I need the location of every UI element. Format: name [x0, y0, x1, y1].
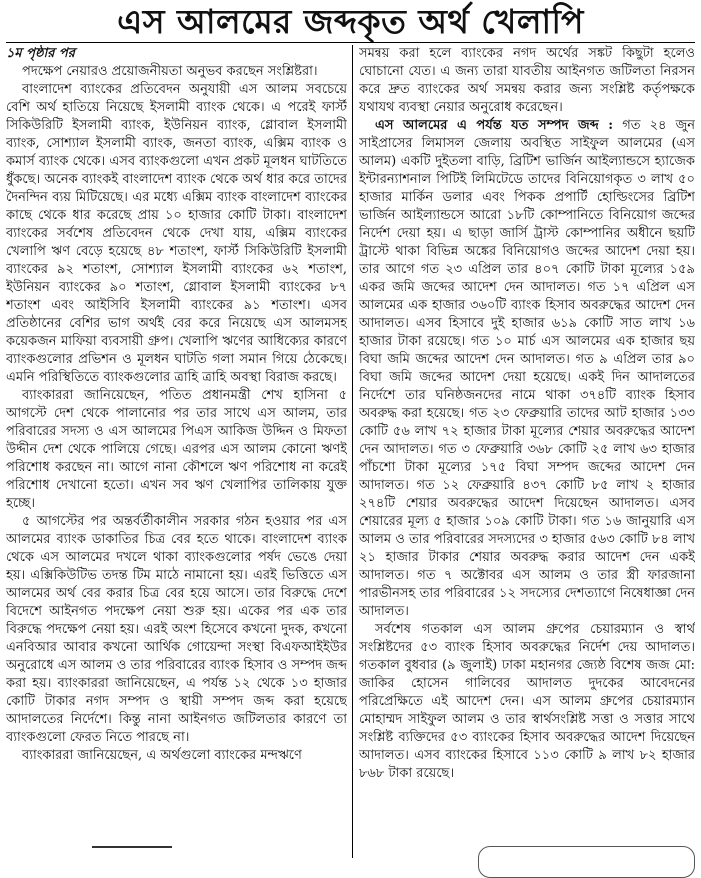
- headline-rule: [6, 42, 695, 43]
- paragraph: ব্যাংকাররা জানিয়েছেন, এ অর্থগুলো ব্যাংকের মন্দঋণে: [22, 748, 302, 763]
- jump-label: ১ম পৃষ্ঠার পর: [6, 46, 75, 61]
- subhead: এস আলমের এ পর্যন্ত যত সম্পদ জব্দ :: [375, 118, 614, 133]
- paragraph: সমন্বয় করা হলে ব্যাংকের নগদ অর্থের সঙ্কট কিছুটা হলেও ঘোচানো যেত। এ জন্য তারা যাবতীয় আইনগত জটিলতা নিরসন করে দ্রুত ব্যাংকের অর্থ সমন্বয় করার জন্য সংশ্লিষ্ট কর্তৃপক্ষকে যথাযথ ব্যবস্থা নেয়ার অনুরোধ করেছেন।: [359, 46, 695, 115]
- column-divider: [352, 45, 353, 858]
- left-column: [6, 45, 347, 858]
- paragraph: বাংলাদেশ ব্যাংকের প্রতিবেদন অনুযায়ী এস আলম সবচেয়ে বেশি অর্থ হাতিয়ে নিয়েছে ইসলামী ব্যাংক থেকে। এ পরেই ফার্স্ট সিকিউরিটি ইসলামী ব্যাংক, ইউনিয়ন ব্যাংক, গ্লোবাল ইসলামী ব্যাংক, সোশ্যাল ইসলামী ব্যাংক, জনতা ব্যাংক, এক্সিম ব্যাংক ও কমার্স ব্যাংক থেকে। এসব ব্যাংকগুলো এখন প্রকট মূলধন ঘাটতিতে ধুঁকছে। অনেক ব্যাংকই বাংলাদেশ ব্যাংক থেকে অর্থ ধার করে তাদের দৈনন্দিন ব্যয় মিটিয়েছে। এর মধ্যে এক্সিম ব্যাংক বাংলাদেশ ব্যাংকের কাছে থেকে ধার করেছে প্রায় ১০ হাজার কোটি টাকা। বাংলাদেশ ব্যাংকের সর্বশেষ প্রতিবেদন থেকে দেখা যায়, এক্সিম ব্যাংকের খেলাপি ঋণ বেড়ে হয়েছে ৪৮ শতাংশ, ফার্স্ট সিকিউরিটি ইসলামী ব্যাংকের ৯২ শতাংশ, সোশ্যাল ইসলামী ব্যাংকের ৬২ শতাংশ, ইউনিয়ন ব্যাংকের ৯০ শতাংশ, গ্লোবাল ইসলামী ব্যাংকের ৮৭ শতাংশ এবং আইসিবি ইসলামী ব্যাংকের ৯১ শতাংশ। এসব প্রতিষ্ঠানের বেশির ভাগ অর্থই বের করে নিয়েছে এস আলমসহ কয়েকজন মাফিয়া ব্যবসায়ী গ্রুপ। খেলাপি ঋণের আধিক্যের কারণে ব্যাংকগুলোর প্রভিশন ও মূলধন ঘাটতি গলা সমান গিয়ে ঠেকেছে। এমনি পরিস্থিতিতে ব্যাংকগুলোর ত্রাহি ত্রাহি অবস্থা বিরাজ করছে।: [6, 82, 347, 385]
- paragraph-text: গত ২৪ জুন সাইপ্রাসের লিমাসল জেলায় অবস্থিত সাইফুল আলমের (এস আলম) একটি দুইতলা বাড়ি, ব্রিটিশ ভার্জিন আইল্যান্ডসে হ্যাজেক ইন্টারন্যাশনাল পিটিই লিমিটেডে তাদের বিনিয়োগকৃত ৩ লাখ ৫০ হাজার মার্কিন ডলার এবং পিকক প্রপার্টি হোল্ডিংসের ব্রিটিশ ভার্জিন আইল্যান্ডসে আরো ১৮টি কোম্পানিতে বিনিয়োগ জব্দের নির্দেশ দেয়া হয়। এ ছাড়া জার্সি ট্রাস্ট কোম্পানির অধীনে ছয়টি ট্রাস্টে থাকা বিভিন্ন অঙ্কের বিনিয়োগও জব্দের আদেশ দেয়া হয়। তার আগে গত ২৩ এপ্রিল তার ৪০৭ কোটি টাকা মূল্যের ১৫৯ একর জমি জব্দের আদেশ দেন আদালত। গত ১৭ এপ্রিল এস আলমের এক হাজার ৩৬০টি ব্যাংক হিসাব অবরুদ্ধের আদেশ দেন আদালত। এসব হিসাবে দুই হাজার ৬১৯ কোটি সাত লাখ ১৬ হাজার টাকা রয়েছে। গত ১০ মার্চ এস আলমের এক হাজার ছয় বিঘা জমি জব্দের আদেশ দেন আদালত। গত ৯ এপ্রিল তার ৯০ বিঘা জমি জব্দের আদেশ দেয়া হয়েছে। একই দিন আদালতের নির্দেশে তার ঘনিষ্ঠজনদের নামে থাকা ৩৭৪টি ব্যাংক হিসাব অবরুদ্ধ করা হয়েছে। গত ২৩ ফেব্রুয়ারি তাদের আট হাজার ১৩৩ কোটি ৫৬ লাখ ৭২ হাজার টাকা মূল্যের শেয়ার অবরুদ্ধের আদেশ দেন আদালত। গত ৩ ফেব্রুয়ারি ৩৬৮ কোটি ২৫ লাখ ৬৩ হাজার পাঁচশো টাকা মূল্যের ১৭৫ বিঘা সম্পদ জব্দের আদেশ দেন আদালত। গত ১২ ফেব্রুয়ারি ৪৩৭ কোটি ৮৫ লাখ ২ হাজার ২৭৪টি শেয়ার অবরুদ্ধের আদেশ দিয়েছেন আদালত। এসব শেয়ারের মূল্য ৫ হাজার ১০৯ কোটি টাকা। গত ১৬ জানুয়ারি এস আলম ও তার পরিবারের সদস্যদের ৩ হাজার ৫৬৩ কোটি ৮৪ লাখ ২১ হাজার টাকার শেয়ার অবরুদ্ধ করার আদেশ দেন একই আদালত। গত ৭ অক্টোবর এস আলম ও তার স্ত্রী ফারজানা পারভীনসহ তার পরিবারের ১২ সদস্যের দেশত্যাগে নিষেধাজ্ঞা দেন আদালত।: [359, 118, 695, 619]
- paragraph: [359, 117, 695, 621]
- paragraph: সর্বশেষ গতকাল এস আলম গ্রুপের চেয়ারম্যান ও স্বার্থ সংশ্লিষ্টদের ৫৩ ব্যাংক হিসাব অবরুদ্ধের নির্দেশ দেয় আদালত। গতকাল বুধবার (৯ জুলাই) ঢাকা মহানগর জ্যেষ্ঠ বিশেষ জজ মো: জাকির হোসেন গালিবের আদালত দুদকের আবেদনের পরিপ্রেক্ষিতে এই আদেশ দেন। এস আলম গ্রুপের চেয়ারম্যান মোহাম্মদ সাইফুল আলম ও তার স্বার্থসংশ্লিষ্ট সত্তা ও সত্তার সাথে সংশ্লিষ্ট ব্যক্তিদের ৫৩ ব্যাংকের হিসাব অবরুদ্ধের আদেশ দিয়েছেন আদালত। এসব ব্যাংকের হিসাবে ১১৩ কোটি ৯ লাখ ৮২ হাজার ৮৬৮ টাকা রয়েছে।: [359, 622, 695, 781]
- paragraph: ৫ আগস্টের পর অন্তর্বর্তীকালীন সরকার গঠন হওয়ার পর এস আলমের ব্যাংক ডাকাতির চিত্র বের হতে থাকে। বাংলাদেশ ব্যাংক থেকে এস আলমের দখলে থাকা ব্যাংকগুলোর পর্ষদ ভেঙে দেয়া হয়। এক্সিকিউটিভ তদন্ত টিম মাঠে নামানো হয়। এরই ভিত্তিতে এস আলমের অর্থ বের করার চিত্র বের হয়ে আসে। তার বিরুদ্ধে দেশে বিদেশে আইনগত পদক্ষেপ নেয়া শুরু হয়। একের পর এক তার বিরুদ্ধে পদক্ষেপ নেয়া হয়। এরই অংশ হিসেবে কখনো দুদক, কখনো এনবিআর আবার কখনো আর্থিক গোয়েন্দা সংস্থা বিএফআইইউর অনুরোধে এস আলম ও তার পরিবারের ব্যাংক হিসাব ও সম্পদ জব্দ করা হয়। ব্যাংকাররা জানিয়েছেন, এ পর্যন্ত ১২ থেকে ১৩ হাজার কোটি টাকার নগদ সম্পদ ও স্থায়ী সম্পদ জব্দ করা হয়েছে আদালতের নির্দেশে। কিন্তু নানা আইনগত জটিলতার কারণে তা ব্যাংকগুলো ফেরত নিতে পারছে না।: [6, 514, 347, 745]
- next-article-box: [478, 846, 695, 878]
- paragraph: পদক্ষেপ নেয়ারও প্রয়োজনীয়তা অনুভব করছেন সংশ্লিষ্টরা।: [22, 64, 318, 79]
- paragraph: ব্যাংকাররা জানিয়েছেন, পতিত প্রধানমন্ত্রী শেখ হাসিনা ৫ আগস্টে দেশ থেকে পালানোর পর তার সাথে এস আলম, তার পরিবারের সদস্য ও এস আলমের পিএস আকিজ উদ্দিন ও মিফতা উদ্দীন দেশ থেকে পালিয়ে গেছে। এরপর এস আলম কোনো ঋণই পরিশোধ করছেন না। আগে নানা কৌশলে ঋণ পরিশোধ না করেই পরিশোধ দেখানো হতো। এখন সব ঋণ খেলাপির তালিকায় যুক্ত হচ্ছে।: [6, 388, 347, 511]
- right-column: [359, 45, 695, 858]
- headline: এস আলমের জব্দকৃত অর্থ খেলাপি: [117, 2, 584, 41]
